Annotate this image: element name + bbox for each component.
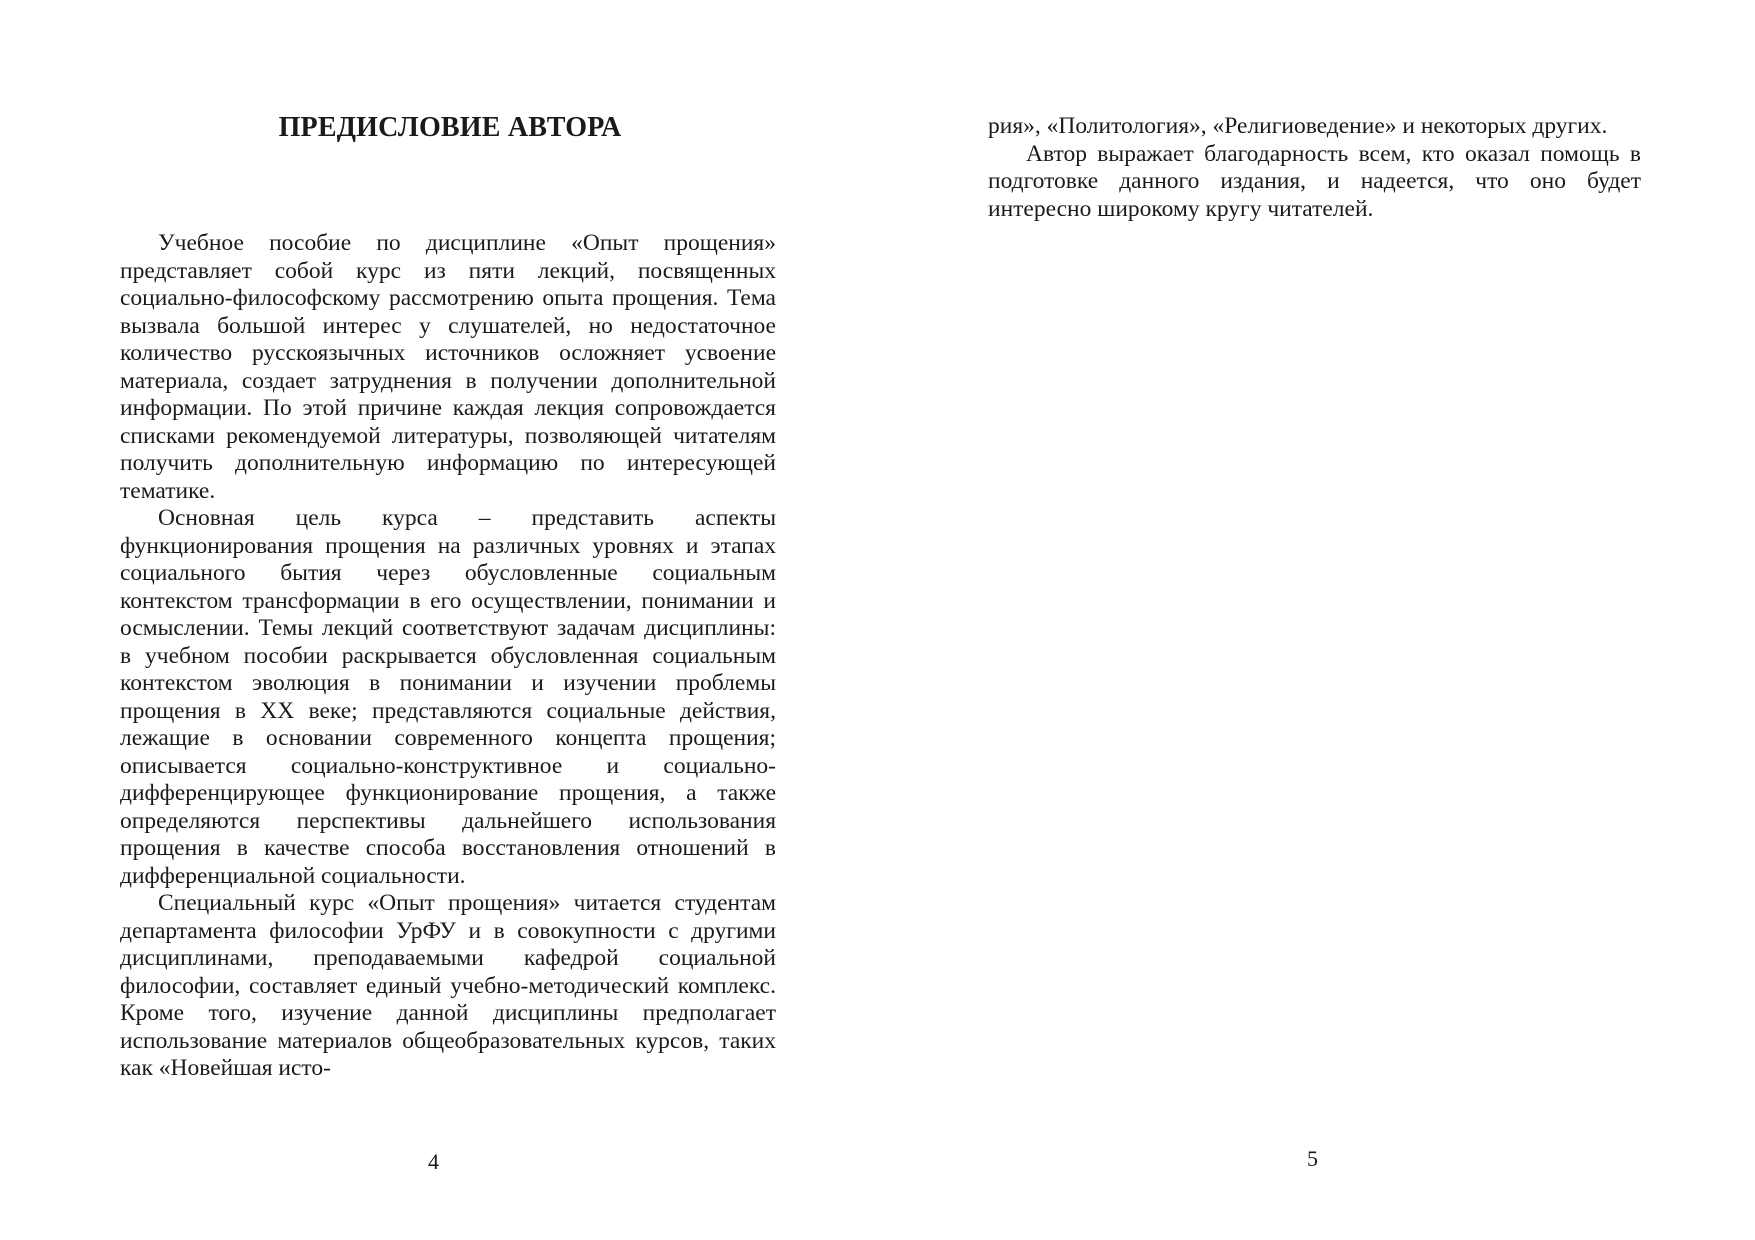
page-heading: ПРЕДИСЛОВИЕ АВТОРА — [278, 112, 622, 143]
page-number-left: 4 — [428, 1149, 439, 1174]
right-page — [877, 0, 1755, 1240]
paragraph-goal: Основная цель курса – представить аспекты функционирования прощения на различных уровнях и этапах социального бытия через обусловленные социальным контекстом трансформации в его осуществлении, понимании и осмыслении. Темы лекций соответствуют задачам дисциплины: в учебном пособии раскрывается обусловленная социальным контекстом эволюция в понимании и изучении проблемы прощения в XX веке; представляются социальные действия, лежащие в основании современного концепта прощения; описывается социально-конструктивное и социально-дифференцирующее функционирование прощения, а также определяются перспективы дальнейшего использования прощения в качестве способа восстановления отношений в дифференциальной социальности. — [120, 505, 776, 889]
right-body-text — [988, 113, 1641, 223]
paragraph-acknowledgement: Автор выражает благодарность всем, кто оказал помощь в подготовке данного издания, и надеется, что оно будет интересно широкому кругу читателей. — [988, 140, 1641, 222]
paragraph-intro: Учебное пособие по дисциплине «Опыт прощения» представляет собой курс из пяти лекций, посвященных социально-философскому рассмотрению опыта прощения. Тема вызвала большой интерес у слушателей, но недостаточное количество русскоязычных источников осложняет усвоение материала, создает затруднения в получении дополнительной информации. По этой причине каждая лекция сопровождается списками рекомендуемой литературы, позволяющей читателям получить дополнительную информацию по интересующей тематике. — [120, 230, 776, 504]
paragraph-course: Специальный курс «Опыт прощения» читается студентам департамента философии УрФУ и в совокупности с другими дисциплинами, преподаваемыми кафедрой социальной философии, составляет единый учебно-методический комплекс. Кроме того, изучение данной дисциплины предполагает использование материалов общеобразовательных курсов, таких как «Новейшая исто- — [120, 890, 776, 1081]
left-body-text — [120, 230, 776, 1083]
page-number-right: 5 — [1307, 1146, 1318, 1171]
paragraph-continuation: рия», «Политология», «Религиоведение» и некоторых других. — [988, 113, 1608, 139]
left-page — [0, 0, 877, 1240]
